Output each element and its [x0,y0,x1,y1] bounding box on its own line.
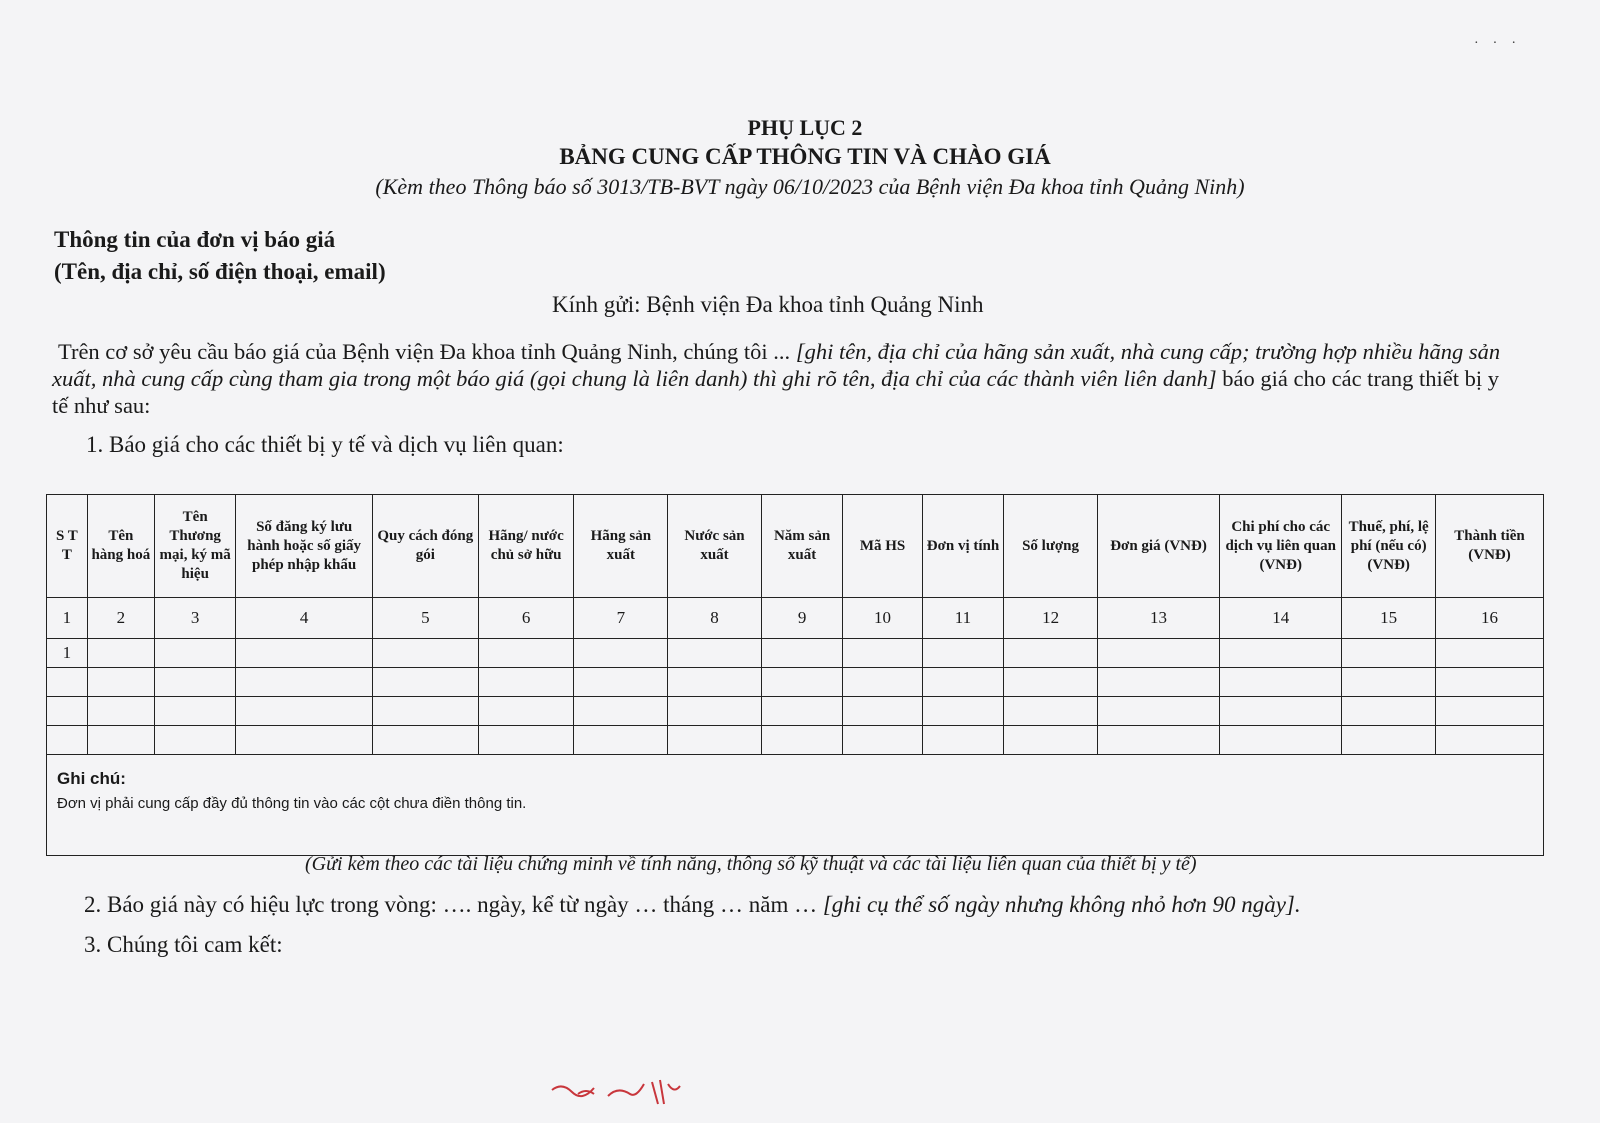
table-row [47,639,1544,668]
table-cell [1220,668,1342,697]
column-number: 16 [1436,598,1544,639]
table-cell [478,697,574,726]
intro-paragraph [52,338,1512,419]
table-cell [1220,697,1342,726]
table-row [47,668,1544,697]
title-block [0,114,1600,202]
table-cell [1436,639,1544,668]
column-number: 1 [47,598,88,639]
header-row [47,495,1544,598]
table-cell [761,639,842,668]
header-cell: Tên Thương mại, ký mã hiệu [154,495,235,598]
table-cell [87,697,154,726]
table-row [47,726,1544,755]
table-cell [372,697,478,726]
table-cell [1097,668,1219,697]
table-cell [1342,668,1436,697]
intro-italic: [ghi tên, địa chỉ của hãng sản xuất, nhà cung cấp; trường hợp nhiều hãng sản xuất, nhà cung cấp cùng tham gia trong một báo giá (gọi chung là liên danh) thì ghi rõ tên, địa chỉ của các thành viên liên danh] [52,339,1501,391]
table-cell [87,639,154,668]
header-cell: S T T [47,495,88,598]
table-cell [372,726,478,755]
table-cell [1342,639,1436,668]
column-number: 9 [761,598,842,639]
quoter-info-heading [54,224,386,288]
table-cell [761,726,842,755]
quoter-info-line1: Thông tin của đơn vị báo giá [54,227,336,252]
column-number: 15 [1342,598,1436,639]
table-cell [87,726,154,755]
attachment-note: (Gửi kèm theo các tài liệu chứng minh về tính năng, thông số kỹ thuật và các tài liệu liên quan của thiết bị y tế) [305,853,1197,875]
document-subtitle: (Kèm theo Thông báo số 3013/TB-BVT ngày 06/10/2023 của Bệnh viện Đa khoa tỉnh Quảng Ninh) [375,174,1245,199]
recipient-line: Kính gửi: Bệnh viện Đa khoa tỉnh Quảng Ninh [552,292,984,317]
table-cell [574,639,668,668]
table-cell [1342,726,1436,755]
table-cell [154,726,235,755]
corner-marks: ··· [1474,36,1530,51]
column-number: 7 [574,598,668,639]
table-cell [1097,639,1219,668]
table-cell [1004,697,1098,726]
table-cell [1220,726,1342,755]
column-number: 5 [372,598,478,639]
table-cell [668,726,762,755]
appendix-title: PHỤ LỤC 2 [747,115,863,140]
document-title: BẢNG CUNG CẤP THÔNG TIN VÀ CHÀO GIÁ [559,144,1051,169]
table-cell [574,697,668,726]
item-2 [84,892,1301,918]
table-cell [372,639,478,668]
table-cell [154,697,235,726]
table-row [47,697,1544,726]
header-cell: Chi phí cho các dịch vụ liên quan (VNĐ) [1220,495,1342,598]
table-cell [47,697,88,726]
column-number: 6 [478,598,574,639]
note-label: Ghi chú: [57,769,126,788]
header-cell: Đơn vị tính [922,495,1003,598]
column-number: 10 [843,598,922,639]
table-cell [236,726,372,755]
header-cell: Mã HS [843,495,922,598]
table-cell [843,639,922,668]
header-cell: Hãng/ nước chủ sở hữu [478,495,574,598]
header-cell: Hãng sản xuất [574,495,668,598]
table-cell [478,726,574,755]
item-3: 3. Chúng tôi cam kết: [84,932,283,957]
table-cell [154,639,235,668]
table-cell [1004,668,1098,697]
table-cell [236,668,372,697]
quotation-table [46,494,1544,856]
table-cell [761,668,842,697]
column-number: 8 [668,598,762,639]
table-cell [1436,668,1544,697]
column-number: 14 [1220,598,1342,639]
table-cell [922,639,1003,668]
table-cell [372,668,478,697]
table-cell [1342,697,1436,726]
note-row [47,755,1544,856]
table-cell [668,668,762,697]
table-cell [1097,697,1219,726]
table-cell [478,668,574,697]
item-2-plain: 2. Báo giá này có hiệu lực trong vòng: …. ngày, kể từ ngày … tháng … năm … [84,892,823,917]
table-cell [922,726,1003,755]
table-cell [922,697,1003,726]
table-cell [668,639,762,668]
table-cell [236,697,372,726]
table-cell [843,726,922,755]
table-cell [1436,726,1544,755]
table-cell [574,668,668,697]
table-cell [47,668,88,697]
note-cell [47,755,1544,856]
header-cell: Năm sản xuất [761,495,842,598]
item-2-italic: [ghi cụ thể số ngày nhưng không nhỏ hơn 90 ngày]. [822,892,1301,917]
red-stamp-fragment-icon [548,1076,708,1106]
table-cell [922,668,1003,697]
column-number: 13 [1097,598,1219,639]
table-cell [87,668,154,697]
column-number: 4 [236,598,372,639]
header-cell: Số lượng [1004,495,1098,598]
column-number: 11 [922,598,1003,639]
column-number: 12 [1004,598,1098,639]
table-cell [1436,697,1544,726]
table-cell [154,668,235,697]
header-cell: Tên hàng hoá [87,495,154,598]
column-number: 2 [87,598,154,639]
table-cell [478,639,574,668]
intro-plain-start: Trên cơ sở yêu cầu báo giá của Bệnh viện Đa khoa tỉnh Quảng Ninh, chúng tôi ... [58,339,796,364]
header-cell: Thuế, phí, lệ phí (nếu có) (VNĐ) [1342,495,1436,598]
stt-cell: 1 [47,639,88,668]
intro-plain-end: báo giá cho các trang thiết bị y tế như sau: [52,366,1500,418]
table-cell [1004,726,1098,755]
column-number: 3 [154,598,235,639]
table-cell [761,697,842,726]
table-cell [843,697,922,726]
header-cell: Đơn giá (VNĐ) [1097,495,1219,598]
column-number-row [47,598,1544,639]
header-cell: Nước sản xuất [668,495,762,598]
table-cell [574,726,668,755]
table-cell [236,639,372,668]
table-cell [1097,726,1219,755]
quoter-info-line2: (Tên, địa chỉ, số điện thoại, email) [54,259,386,284]
table-cell [1004,639,1098,668]
note-text: Đơn vị phải cung cấp đầy đủ thông tin vào các cột chưa điền thông tin. [57,795,527,812]
header-cell: Quy cách đóng gói [372,495,478,598]
table-cell [843,668,922,697]
table-cell [668,697,762,726]
header-cell: Số đăng ký lưu hành hoặc số giấy phép nhập khẩu [236,495,372,598]
table-cell [1220,639,1342,668]
item-1: 1. Báo giá cho các thiết bị y tế và dịch vụ liên quan: [86,432,564,457]
header-cell: Thành tiền (VNĐ) [1436,495,1544,598]
table-cell [47,726,88,755]
